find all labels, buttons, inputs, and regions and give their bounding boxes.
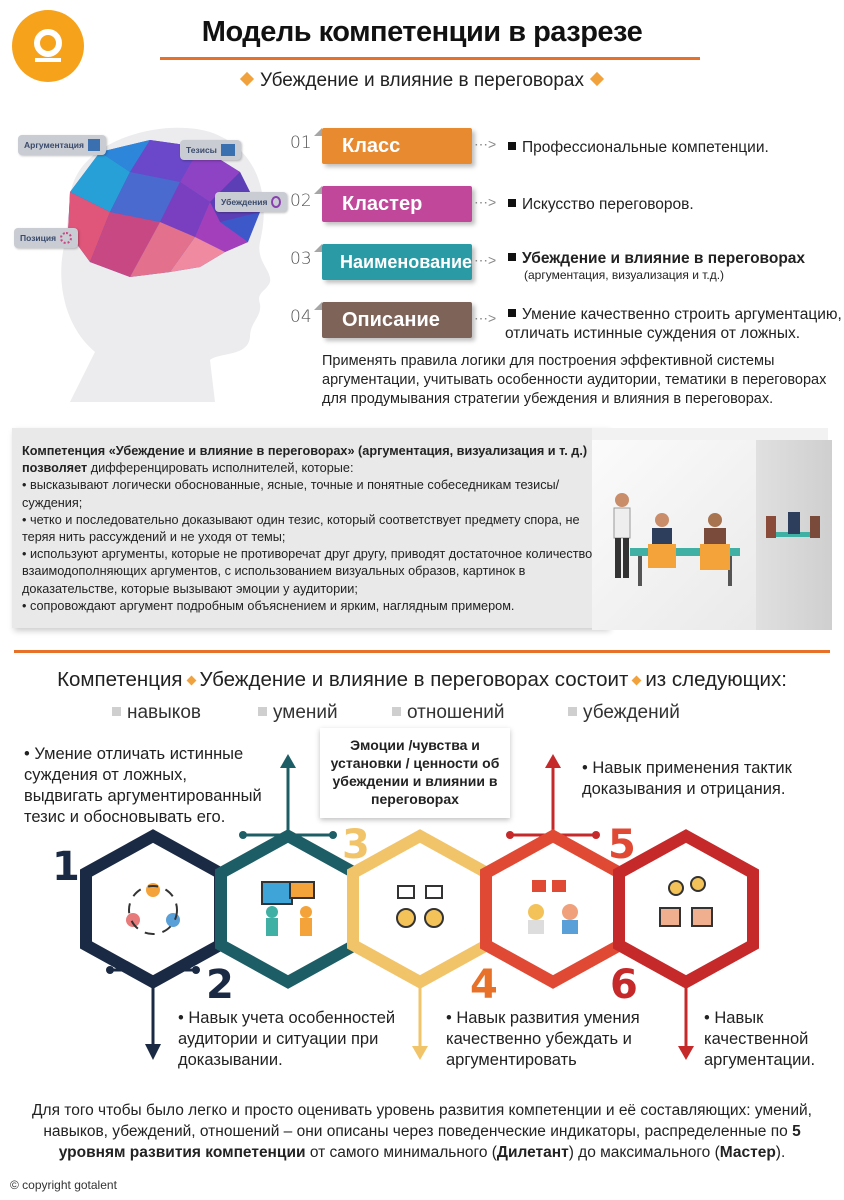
box-item: • четко и последовательно доказывают один тезис, который соответствует предмету спора, не теряя нить рассуждений и не уходя от темы;: [22, 512, 580, 545]
row-subtext-name: (аргументация, визуализация и т.д.): [524, 268, 725, 282]
row-number-01: 01: [290, 133, 312, 153]
row-label-name: Наименование: [322, 244, 472, 280]
gears-icon: [60, 232, 72, 244]
box-item: • высказывают логически обоснованные, ясные, точные и понятные собеседникам тезисы/суждения;: [22, 478, 560, 510]
hexagon-diagram: [0, 740, 844, 1070]
row-text-description: Умение качественно строить аргументацию,: [508, 305, 842, 324]
skill-text-1: • Умение отличать истинные суждения от ложных, выдвигать аргументированный тезис и обосновывать его.: [24, 745, 262, 826]
box-item: • используют аргументы, которые не противоречат друг другу, приводят достаточное количество взаимодополняющих аргументов, с использованием визуальных образов, картинок в доказательстве, которые вызывают эмоции у аудитории;: [22, 547, 593, 596]
type-beliefs: убеждений: [568, 702, 680, 724]
skill-text-4: • Навык развития умения качественно убеждать и аргументировать: [446, 1009, 640, 1069]
skill-number-4: 4: [470, 962, 498, 1008]
row-number-02: 02: [290, 191, 312, 211]
lightbulb-icon: [271, 196, 281, 208]
row-label-class: Класс: [322, 128, 472, 164]
connector-icon: ⋯>: [474, 310, 497, 326]
books-icon: [88, 139, 100, 151]
connector-icon: ⋯>: [474, 136, 497, 152]
skill-number-1: 1: [52, 844, 80, 890]
row-text-name: Убеждение и влияние в переговорах: [508, 249, 805, 268]
cube-side: [756, 440, 832, 630]
meeting-illustration: [600, 488, 770, 598]
type-abilities: умений: [258, 702, 338, 724]
meeting-small-illustration: [760, 502, 830, 562]
skill-center-box: Эмоции /чувства и установки / ценности об убеждении и влиянии в переговорах: [320, 728, 510, 818]
page-subtitle: Убеждение и влияние в переговорах: [0, 70, 844, 92]
row-subtext-description: отличать истинные суждения от ложных.: [505, 325, 801, 342]
title-underline: [160, 57, 700, 60]
box-item: • сопровождают аргумент подробным объяснением и ярким, наглядным примером.: [22, 598, 515, 613]
skill-number-5: 5: [608, 822, 636, 868]
skill-text-2: • Навык учета особенностей аудитории и ситуации при доказывании.: [178, 1009, 396, 1069]
tag-position: Позиция: [14, 228, 78, 248]
skill-text-5: • Навык применения тактик доказывания и отрицания.: [582, 759, 792, 798]
row-label-cluster: Кластер: [322, 186, 472, 222]
copyright: © copyright gotalent: [10, 1178, 117, 1192]
skill-number-2: 2: [206, 962, 234, 1008]
page-title: Модель компетенции в разрезе: [201, 16, 643, 48]
type-skills: навыков: [112, 702, 201, 724]
row-number-03: 03: [290, 249, 312, 269]
tag-persuasion: Убеждения: [215, 192, 287, 212]
skill-number-3: 3: [342, 822, 370, 868]
composition-heading: Компетенция Убеждение и влияние в переговорах состоит из следующих:: [57, 668, 787, 691]
footer-text: Для того чтобы было легко и просто оценивать уровень развития компетенции и её составляющих: умений, навыков, убеждений, отношений – они описаны через поведенческие индикаторы, распределенные по 5 уровням развития компетенции от самого минимального (Дилетант) до максимального (Мастер).: [32, 1102, 812, 1161]
row-number-04: 04: [290, 307, 312, 327]
head-illustration: [10, 112, 300, 402]
competence-box-text: Компетенция «Убеждение и влияние в переговорах» (аргументация, визуализация и т. д.) позволяет дифференцировать исполнителей, которые: • высказывают логически обоснованные, ясные, точные и понятные собеседникам тезисы/суждения; • четко и последовательно доказывают один тезис, который соответствует предмету спора, не теряя нить рассуждений и не уходя от темы; • используют аргументы, которые не противоречат друг другу, приводят достаточное количество взаимодополняющих аргументов, с использованием визуальных образов, картинок в доказательстве, которые вызывают эмоции у аудитории; • сопровождают аргумент подробным объяснением и ярким, наглядным примером.: [22, 443, 612, 615]
board-icon: [221, 144, 235, 156]
tag-argumentation: Аргументация: [18, 135, 106, 155]
row-text-class: Профессиональные компетенции.: [508, 138, 769, 157]
tag-theses: Тезисы: [180, 140, 241, 160]
row-label-description: Описание: [322, 302, 472, 338]
skill-text-6: • Навык качественной аргументации.: [704, 1009, 816, 1069]
connector-icon: ⋯>: [474, 252, 497, 268]
connector-icon: ⋯>: [474, 194, 497, 210]
skill-number-6: 6: [610, 962, 638, 1008]
type-attitudes: отношений: [392, 702, 504, 724]
section-divider: [14, 650, 830, 653]
description-paragraph: Применять правила логики для построения эффективной системы аргументации, учитывать особенности аудитории, тематики в переговорах для продумывания стратегии убеждения и влияния в переговорах.: [322, 353, 827, 407]
row-text-cluster: Искусство переговоров.: [508, 195, 694, 214]
